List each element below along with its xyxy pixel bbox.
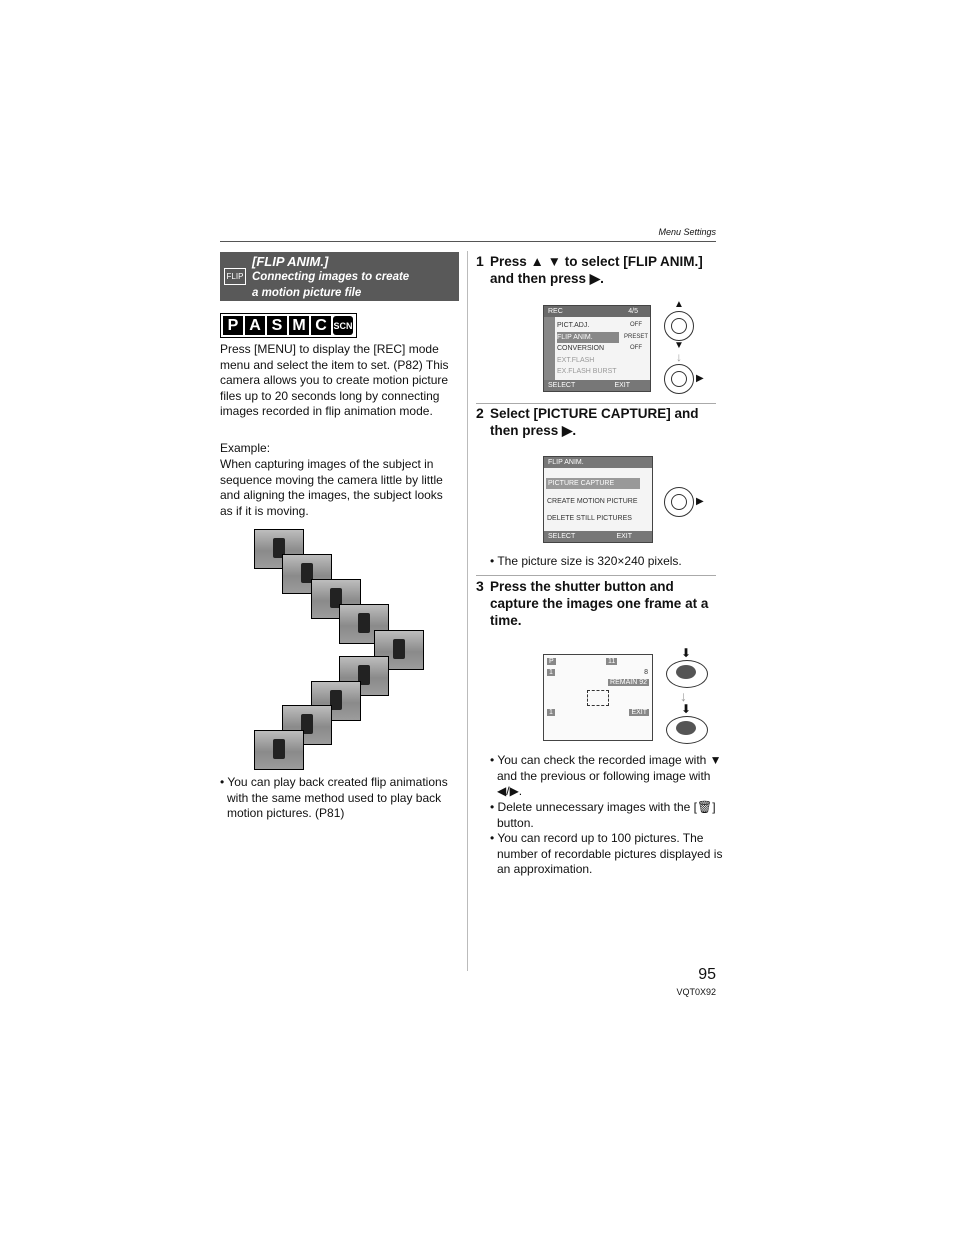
shutter-button-icon	[666, 716, 708, 744]
screen-footer-bar: SELECT EXIT	[544, 380, 650, 391]
photo-frame	[254, 730, 304, 770]
focus-frame	[587, 690, 609, 706]
mode-a-icon: A	[245, 316, 265, 335]
up-arrow-icon: ▲	[674, 299, 684, 310]
feature-subtitle: Connecting images to create a motion picture file	[252, 271, 410, 299]
down-arrow-icon: ▼	[674, 340, 684, 351]
cursor-dial-icon	[664, 311, 694, 341]
mode-scn-icon: SCN	[333, 316, 353, 335]
section-label: Menu Settings	[658, 227, 716, 237]
step-divider	[476, 403, 716, 404]
example-label: Example:	[220, 441, 271, 455]
press-arrow-icon: ⬇	[681, 702, 692, 716]
step-1: 1 Press ▲ ▼ to select [FLIP ANIM.] and then press ▶.	[476, 253, 703, 286]
document-code: VQT0X92	[676, 987, 716, 997]
screen-title-bar: FLIP ANIM.	[544, 457, 652, 468]
shutter-button-icon	[666, 660, 708, 688]
header-rule	[220, 241, 716, 242]
example-text: When capturing images of the subject in sequence moving the camera little by little and aligning the images, the subject looks as if it is moving.	[220, 457, 443, 518]
feature-title: [FLIP ANIM.]	[252, 254, 329, 269]
flow-arrow-icon: ↓	[676, 350, 682, 364]
step3-note-1: • You can check the recorded image with ▼ and the previous or following image with ◀/▶.	[490, 753, 722, 799]
screen-footer-bar: SELECT EXIT	[544, 531, 652, 542]
menu-values: OFF PRESET OFF	[623, 322, 648, 351]
screen-title-bar: REC 4/5	[544, 306, 650, 317]
mode-icons	[220, 313, 357, 338]
step3-note-2: • Delete unnecessary images with the [🗑] button.	[490, 800, 716, 830]
intro-text: Press [MENU] to display the [REC] mode menu and select the item to set. (P82) This camera allows you to create motion picture files up to 20 seconds long by connecting images recorded in flip animation mode.	[220, 342, 449, 419]
step2-note: • The picture size is 320×240 pixels.	[490, 554, 682, 568]
step-3: 3 Press the shutter button and capture the images one frame at a time.	[476, 578, 709, 628]
page-number: 95	[698, 966, 716, 983]
rec-menu-screen	[543, 305, 651, 392]
right-arrow-icon: ▶	[696, 373, 704, 384]
flip-anim-icon: FLIP	[224, 268, 246, 285]
step3-note-3: • You can record up to 100 pictures. The number of recordable pictures displayed is an approximation.	[490, 831, 723, 877]
left-bullet: • You can play back created flip animations with the same method used to play back motion pictures. (P81)	[220, 775, 448, 821]
flow-arrow-icon: ↓	[680, 688, 687, 704]
cursor-dial-icon	[664, 364, 694, 394]
column-divider	[467, 251, 468, 971]
press-arrow-icon: ⬇	[681, 646, 692, 660]
mode-s-icon: S	[267, 316, 287, 335]
feature-title-box	[220, 252, 459, 301]
step-2: 2 Select [PICTURE CAPTURE] and then press ▶.	[476, 405, 699, 438]
mode-p-icon: P	[223, 316, 243, 335]
cursor-dial-icon	[664, 487, 694, 517]
capture-screen: P 1 11 8 REMAIN 92 1 EXIT	[543, 654, 653, 741]
flip-anim-screen: FLIP ANIM. PICTURE CAPTURE CREATE MOTION PICTURE DELETE STILL PICTURES SELECT EXIT	[543, 456, 653, 543]
mode-m-icon: M	[289, 316, 309, 335]
mode-c-icon: C	[311, 316, 331, 335]
menu-items: PICT.ADJ. FLIP ANIM. CONVERSION EXT.FLASH EX.FLASH BURST	[557, 320, 619, 378]
step-divider	[476, 575, 716, 576]
right-arrow-icon: ▶	[696, 496, 704, 507]
